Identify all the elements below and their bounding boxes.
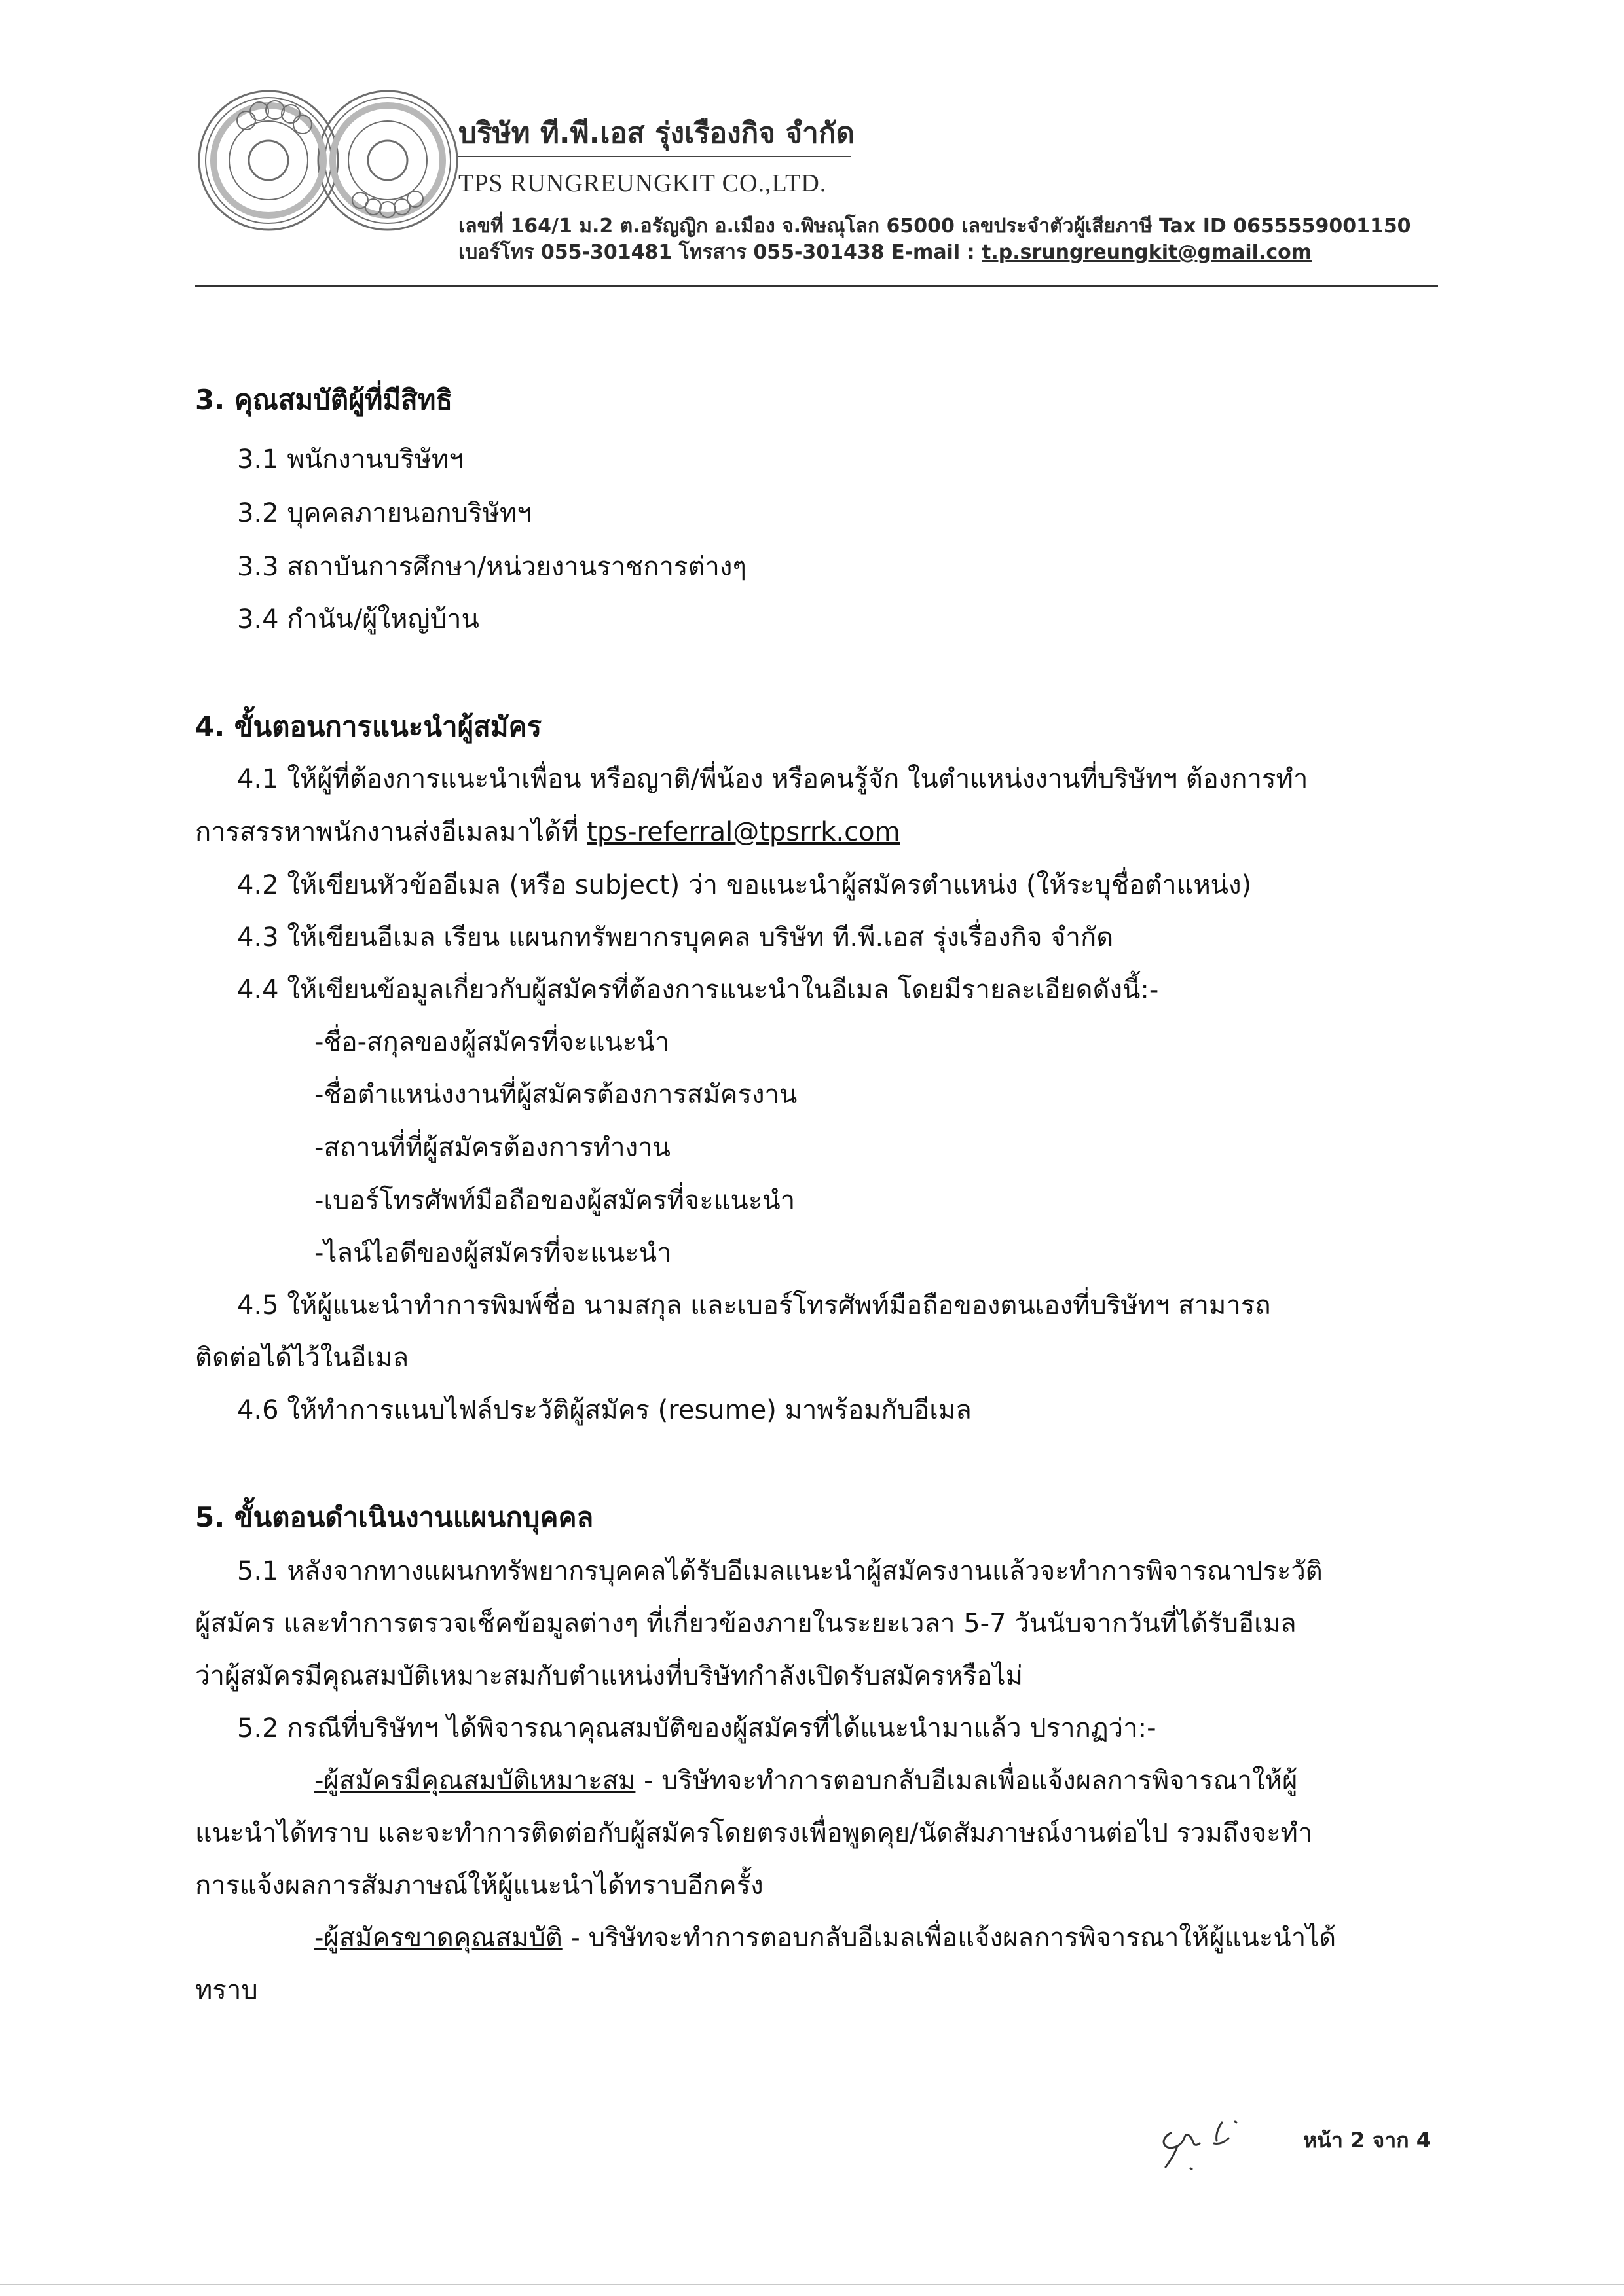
referral-email-link[interactable]: tps-referral@tpsrrk.com [587,817,900,847]
company-phone-fax: เบอร์โทร 055-301481 โทรสาร 055-301438 E-mail : [458,241,982,264]
paragraph-4-4: 4.4 ให้เขียนข้อมูลเกี่ยวกับผู้สมัครที่ต้องการแนะนำในอีเมล โดยมีรายละเอียดดังนี้:- [237,975,1159,1005]
paragraph-4-1-line-1: 4.1 ให้ผู้ที่ต้องการแนะนำเพื่อน หรือญาติ/พี่น้อง หรือคนรู้จัก ในตำแหน่งงานที่บริษัทฯ ต้องการทำ [237,764,1308,794]
letterhead-name-divider [458,156,851,157]
qualified-case-line-1 [314,1764,1297,1798]
qualified-text: - บริษัทจะทำการตอบกลับอีเมลเพื่อแจ้งผลการพิจารณาให้ผู้ [635,1766,1298,1796]
company-name-english: TPS RUNGREUNGKIT CO.,LTD. [458,170,827,197]
paragraph-4-6: 4.6 ให้ทำการแนบไฟล์ประวัติผู้สมัคร (resume) มาพร้อมกับอีเมล [237,1395,972,1425]
section-3-item: 3.3 สถาบันการศึกษา/หน่วยงานราชการต่างๆ [237,552,747,582]
company-address: เลขที่ 164/1 ม.2 ต.อรัญญิก อ.เมือง จ.พิษณุโลก 65000 เลขประจำตัวผู้เสียภาษี Tax ID 0655559001150 [458,215,1411,238]
paragraph-4-2: 4.2 ให้เขียนหัวข้ออีเมล (หรือ subject) ว่า ขอแนะนำผู้สมัครตำแหน่ง (ให้ระบุชื่อตำแหน่ง) [237,870,1252,900]
detail-list-item: -เบอร์โทรศัพท์มือถือของผู้สมัครที่จะแนะนำ [314,1186,796,1216]
qualified-case-line-3: การแจ้งผลการสัมภาษณ์ให้ผู้แนะนำได้ทราบอีกครั้ง [195,1870,764,1901]
company-contact [458,237,1312,268]
paragraph-5-1-line-3: ว่าผู้สมัครมีคุณสมบัติเหมาะสมกับตำแหน่งที่บริษัทกำลังเปิดรับสมัครหรือไม่ [195,1661,1023,1691]
paragraph-5-1-line-2: ผู้สมัคร และทำการตรวจเช็คข้อมูลต่างๆ ที่เกี่ยวข้องภายในระยะเวลา 5-7 วันนับจากวันที่ได้รับอีเมล [195,1609,1297,1639]
scan-edge-line [0,2284,1624,2285]
section-3-heading: 3. คุณสมบัติผู้ที่มีสิทธิ [195,384,453,416]
paragraph-4-5-line-2: ติดต่อได้ไว้ในอีเมล [195,1343,409,1373]
unqualified-case-line-1 [314,1921,1336,1955]
signature-icon [1151,2107,1276,2172]
page-number: หน้า 2 จาก 4 [1303,2128,1431,2153]
company-name-thai: บริษัท ที.พี.เอส รุ่งเรืองกิจ จำกัด [458,117,855,150]
unqualified-label: -ผู้สมัครขาดคุณสมบัติ [314,1923,563,1953]
detail-list-item: -ชื่อตำแหน่งงานที่ผู้สมัครต้องการสมัครงาน [314,1080,798,1110]
section-4-heading: 4. ขั้นตอนการแนะนำผู้สมัคร [195,710,542,742]
company-email-link[interactable]: t.p.srungreungkit@gmail.com [982,241,1312,264]
unqualified-text: - บริษัทจะทำการตอบกลับอีเมลเพื่อแจ้งผลการพิจารณาให้ผู้แนะนำได้ [562,1923,1337,1953]
unqualified-case-line-2: ทราบ [195,1975,258,2005]
paragraph-4-5-line-1: 4.5 ให้ผู้แนะนำทำการพิมพ์ชื่อ นามสกุล และเบอร์โทรศัพท์มือถือของตนเองที่บริษัทฯ สามารถ [237,1290,1271,1321]
section-3-item: 3.2 บุคคลภายนอกบริษัทฯ [237,498,532,528]
paragraph-4-1-line-2 [195,815,900,849]
paragraph-5-2: 5.2 กรณีที่บริษัทฯ ได้พิจารณาคุณสมบัติของผู้สมัครที่ได้แนะนำมาแล้ว ปรากฏว่า:- [237,1713,1156,1743]
letterhead-divider [195,285,1438,287]
qualified-label: -ผู้สมัครมีคุณสมบัติเหมาะสม [314,1766,636,1796]
qualified-case-line-2: แนะนำได้ทราบ และจะทำการติดต่อกับผู้สมัครโดยตรงเพื่อพูดคุย/นัดสัมภาษณ์งานต่อไป รวมถึงจะทำ [195,1818,1313,1848]
paragraph-4-3: 4.3 ให้เขียนอีเมล เรียน แผนกทรัพยากรบุคคล บริษัท ที.พี.เอส รุ่งเรื่องกิจ จำกัด [237,922,1114,953]
company-logo-icon [191,85,466,236]
section-5-heading: 5. ขั้นตอนดำเนินงานแผนกบุคคล [195,1501,594,1533]
paragraph-5-1-line-1: 5.1 หลังจากทางแผนกทรัพยากรบุคคลได้รับอีเมลแนะนำผู้สมัครงานแล้วจะทำการพิจารณาประวัติ [237,1556,1323,1586]
detail-list-item: -สถานที่ที่ผู้สมัครต้องการทำงาน [314,1133,671,1163]
section-3-item: 3.4 กำนัน/ผู้ใหญ่บ้าน [237,604,479,634]
detail-list-item: -ชื่อ-สกุลของผู้สมัครที่จะแนะนำ [314,1027,670,1057]
paragraph-4-1-text: การสรรหาพนักงานส่งอีเมลมาได้ที่ [195,817,587,847]
detail-list-item: -ไลน์ไอดีของผู้สมัครที่จะแนะนำ [314,1238,672,1268]
section-3-item: 3.1 พนักงานบริษัทฯ [237,445,464,475]
